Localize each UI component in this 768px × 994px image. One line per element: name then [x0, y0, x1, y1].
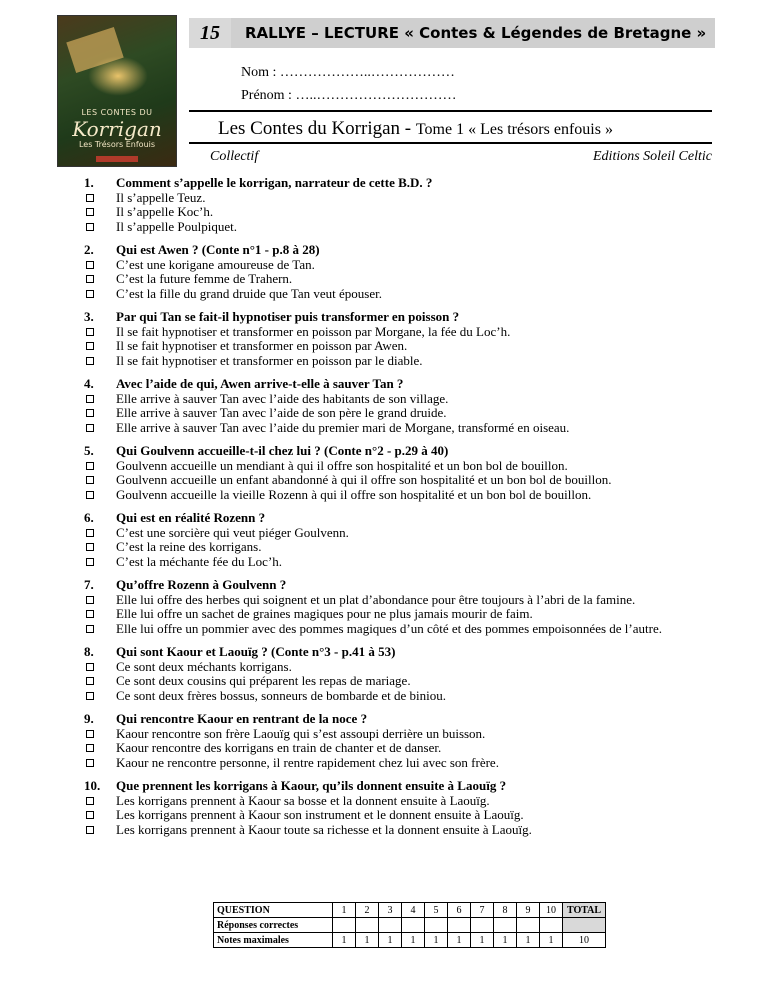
checkbox-icon[interactable] [84, 392, 116, 407]
answer-option: Elle lui offre des herbes qui soignent et un plat d’abondance pour être toujours à l’abri de la famine. [116, 591, 636, 607]
score-header-cell: 5 [425, 903, 448, 918]
score-max-cell: 1 [356, 933, 379, 948]
score-input-cell[interactable] [517, 918, 540, 933]
score-max-label: Notes maximales [214, 933, 333, 948]
answer-option: Les korrigans prennent à Kaour sa bosse et la donnent ensuite à Laouïg. [116, 792, 490, 808]
checkbox-icon[interactable] [84, 488, 116, 503]
answer-option: Il s’appelle Teuz. [116, 189, 206, 205]
checkbox-icon[interactable] [84, 689, 116, 704]
checkbox-icon[interactable] [84, 727, 116, 742]
score-max-cell: 1 [448, 933, 471, 948]
score-max-cell: 1 [471, 933, 494, 948]
checkbox-icon[interactable] [84, 325, 116, 340]
score-header-question: QUESTION [214, 903, 333, 918]
answer-option: Elle lui offre un sachet de graines magiques pour ne plus jamais mourir de faim. [116, 606, 533, 621]
score-input-cell[interactable] [333, 918, 356, 933]
question-text: Avec l’aide de qui, Awen arrive-t-elle à sauver Tan ? [116, 376, 404, 391]
checkbox-icon[interactable] [84, 287, 116, 302]
score-max-cell: 1 [494, 933, 517, 948]
score-max-cell: 1 [333, 933, 356, 948]
answer-option: Goulvenn accueille un enfant abandonné à qui il offre son hospitalité et un bon bol de bouillon. [116, 472, 612, 487]
book-title [218, 118, 613, 140]
book-title-tome: Tome 1 « Les trésors enfouis » [415, 121, 613, 138]
question-number: 10. [84, 778, 101, 793]
checkbox-icon[interactable] [84, 473, 116, 488]
score-header-row [214, 903, 606, 918]
question-number: 6. [84, 510, 94, 525]
question-text: Qui est en réalité Rozenn ? [116, 510, 266, 525]
question-item [84, 779, 724, 837]
answer-option: Il se fait hypnotiser et transformer en poisson par Awen. [116, 338, 408, 353]
answer-option: Elle arrive à sauver Tan avec l’aide de son père le grand druide. [116, 405, 447, 420]
score-header-cell: 7 [471, 903, 494, 918]
answer-option: Kaour rencontre des korrigans en train de chanter et de danser. [116, 740, 442, 755]
score-input-cell[interactable] [448, 918, 471, 933]
answer-option: C’est une korigane amoureuse de Tan. [116, 256, 315, 272]
checkbox-icon[interactable] [84, 421, 116, 436]
question-number: 1. [84, 175, 94, 190]
question-text: Qui Goulvenn accueille-t-il chez lui ? (Conte n°2 - p.29 à 40) [116, 443, 449, 458]
publisher-label: Editions Soleil Celtic [593, 149, 712, 164]
answer-option: Elle arrive à sauver Tan avec l’aide des habitants de son village. [116, 390, 449, 406]
score-input-cell[interactable] [379, 918, 402, 933]
score-max-cell: 1 [379, 933, 402, 948]
question-number: 8. [84, 644, 94, 659]
score-header-total: TOTAL [563, 903, 606, 918]
checkbox-icon[interactable] [84, 823, 116, 838]
checkbox-icon[interactable] [84, 272, 116, 287]
answer-option: Ce sont deux méchants korrigans. [116, 658, 292, 674]
question-item [84, 578, 724, 636]
checkbox-icon[interactable] [84, 406, 116, 421]
firstname-field: Prénom : …..………………………… [241, 88, 457, 103]
question-number: 9. [84, 711, 94, 726]
checkbox-icon[interactable] [84, 808, 116, 823]
score-header-cell: 6 [448, 903, 471, 918]
checkbox-icon[interactable] [84, 258, 116, 273]
question-item [84, 712, 724, 770]
divider-bottom [189, 142, 712, 144]
score-input-cell[interactable] [540, 918, 563, 933]
score-max-cell: 1 [540, 933, 563, 948]
rallye-title: RALLYE – LECTURE « Contes & Légendes de Bretagne » [231, 18, 715, 48]
name-field: Nom : ………………..……………… [241, 65, 455, 80]
score-input-cell[interactable] [494, 918, 517, 933]
checkbox-icon[interactable] [84, 191, 116, 206]
checkbox-icon[interactable] [84, 540, 116, 555]
score-header-cell: 10 [540, 903, 563, 918]
question-item [84, 444, 724, 502]
divider-top [189, 110, 712, 112]
cover-title-line3: Les Trésors Enfouis [78, 140, 156, 149]
question-text: Par qui Tan se fait-il hypnotiser puis transformer en poisson ? [116, 309, 460, 324]
checkbox-icon[interactable] [84, 741, 116, 756]
checkbox-icon[interactable] [84, 354, 116, 369]
cover-title-line1: LES CONTES DU [81, 108, 153, 117]
question-item [84, 310, 724, 368]
answer-option: C’est une sorcière qui veut piéger Goulvenn. [116, 524, 349, 540]
question-number: 5. [84, 443, 94, 458]
checkbox-icon[interactable] [84, 220, 116, 235]
question-text: Que prennent les korrigans à Kaour, qu’ils donnent ensuite à Laouïg ? [116, 778, 507, 793]
question-item [84, 176, 724, 234]
score-correct-row [214, 918, 606, 933]
answer-option: Il se fait hypnotiser et transformer en poisson par Morgane, la fée du Loc’h. [116, 323, 511, 339]
checkbox-icon[interactable] [84, 205, 116, 220]
question-number: 3. [84, 309, 94, 324]
sheet-number: 15 [189, 18, 231, 48]
checkbox-icon[interactable] [84, 794, 116, 809]
question-item [84, 377, 724, 435]
answer-option: Les korrigans prennent à Kaour son instrument et le donnent ensuite à Laouïg. [116, 807, 524, 822]
question-number: 4. [84, 376, 94, 391]
question-text: Comment s’appelle le korrigan, narrateur de cette B.D. ? [116, 175, 433, 190]
question-item [84, 511, 724, 569]
answer-option: Il s’appelle Poulpiquet. [116, 218, 237, 234]
score-header-cell: 3 [379, 903, 402, 918]
score-input-cell[interactable] [425, 918, 448, 933]
answer-option: Ce sont deux frères bossus, sonneurs de bombarde et de biniou. [116, 687, 446, 703]
question-item [84, 645, 724, 703]
score-header-cell: 1 [333, 903, 356, 918]
checkbox-icon[interactable] [84, 756, 116, 771]
checkbox-icon[interactable] [84, 459, 116, 474]
score-header-cell: 8 [494, 903, 517, 918]
score-table [213, 902, 606, 948]
answer-option: Il s’appelle Koc’h. [116, 204, 214, 219]
score-max-row [214, 933, 606, 948]
answer-option: C’est la fille du grand druide que Tan veut épouser. [116, 285, 382, 301]
book-title-main: Les Contes du Korrigan - [218, 118, 416, 139]
book-cover-image [58, 16, 176, 166]
score-header-cell: 4 [402, 903, 425, 918]
checkbox-icon[interactable] [84, 622, 116, 637]
question-number: 7. [84, 577, 94, 592]
checkbox-icon[interactable] [84, 593, 116, 608]
score-header-cell: 2 [356, 903, 379, 918]
author-label: Collectif [210, 149, 259, 164]
answer-option: Goulvenn accueille la vieille Rozenn à qui il offre son hospitalité et un bon bol de bouillon. [116, 486, 592, 502]
answer-option: Ce sont deux cousins qui préparent les repas de mariage. [116, 673, 411, 688]
checkbox-icon[interactable] [84, 607, 116, 622]
answer-option: Goulvenn accueille un mendiant à qui il offre son hospitalité et un bon bol de bouillon. [116, 457, 568, 473]
score-input-cell[interactable] [402, 918, 425, 933]
question-text: Qui est Awen ? (Conte n°1 - p.8 à 28) [116, 242, 320, 257]
checkbox-icon[interactable] [84, 555, 116, 570]
answer-option: Les korrigans prennent à Kaour toute sa richesse et la donnent ensuite à Laouïg. [116, 821, 532, 837]
score-header-cell: 9 [517, 903, 540, 918]
score-input-cell[interactable] [356, 918, 379, 933]
question-text: Qui sont Kaour et Laouïg ? (Conte n°3 - p.41 à 53) [116, 644, 396, 659]
cover-light-illustration [88, 56, 148, 96]
score-input-cell[interactable] [471, 918, 494, 933]
score-total-input-cell[interactable] [563, 918, 606, 933]
checkbox-icon[interactable] [84, 339, 116, 354]
answer-option: Il se fait hypnotiser et transformer en poisson par le diable. [116, 352, 423, 368]
score-max-total: 10 [563, 933, 606, 948]
cover-title-line2: Korrigan [72, 117, 162, 141]
answer-option: Kaour rencontre son frère Laouïg qui s’est assoupi derrière un buisson. [116, 725, 486, 741]
answer-option: Elle lui offre un pommier avec des pommes magiques d’un côté et des pommes empoisonnées de l’autre. [116, 620, 662, 636]
question-list [84, 176, 724, 846]
answer-option: C’est la future femme de Trahern. [116, 271, 293, 286]
score-correct-label: Réponses correctes [214, 918, 333, 933]
checkbox-icon[interactable] [84, 526, 116, 541]
score-max-cell: 1 [425, 933, 448, 948]
checkbox-icon[interactable] [84, 674, 116, 689]
answer-option: C’est la reine des korrigans. [116, 539, 262, 554]
answer-option: C’est la méchante fée du Loc’h. [116, 553, 283, 569]
answer-option: Kaour ne rencontre personne, il rentre rapidement chez lui avec son frère. [116, 754, 499, 770]
score-max-cell: 1 [517, 933, 540, 948]
question-text: Qui rencontre Kaour en rentrant de la noce ? [116, 711, 368, 726]
question-number: 2. [84, 242, 94, 257]
checkbox-icon[interactable] [84, 660, 116, 675]
question-text: Qu’offre Rozenn à Goulvenn ? [116, 577, 287, 592]
score-max-cell: 1 [402, 933, 425, 948]
question-item [84, 243, 724, 301]
answer-option: Elle arrive à sauver Tan avec l’aide du premier mari de Morgane, transformé en oiseau. [116, 419, 570, 435]
cover-publisher-tag [96, 156, 138, 162]
